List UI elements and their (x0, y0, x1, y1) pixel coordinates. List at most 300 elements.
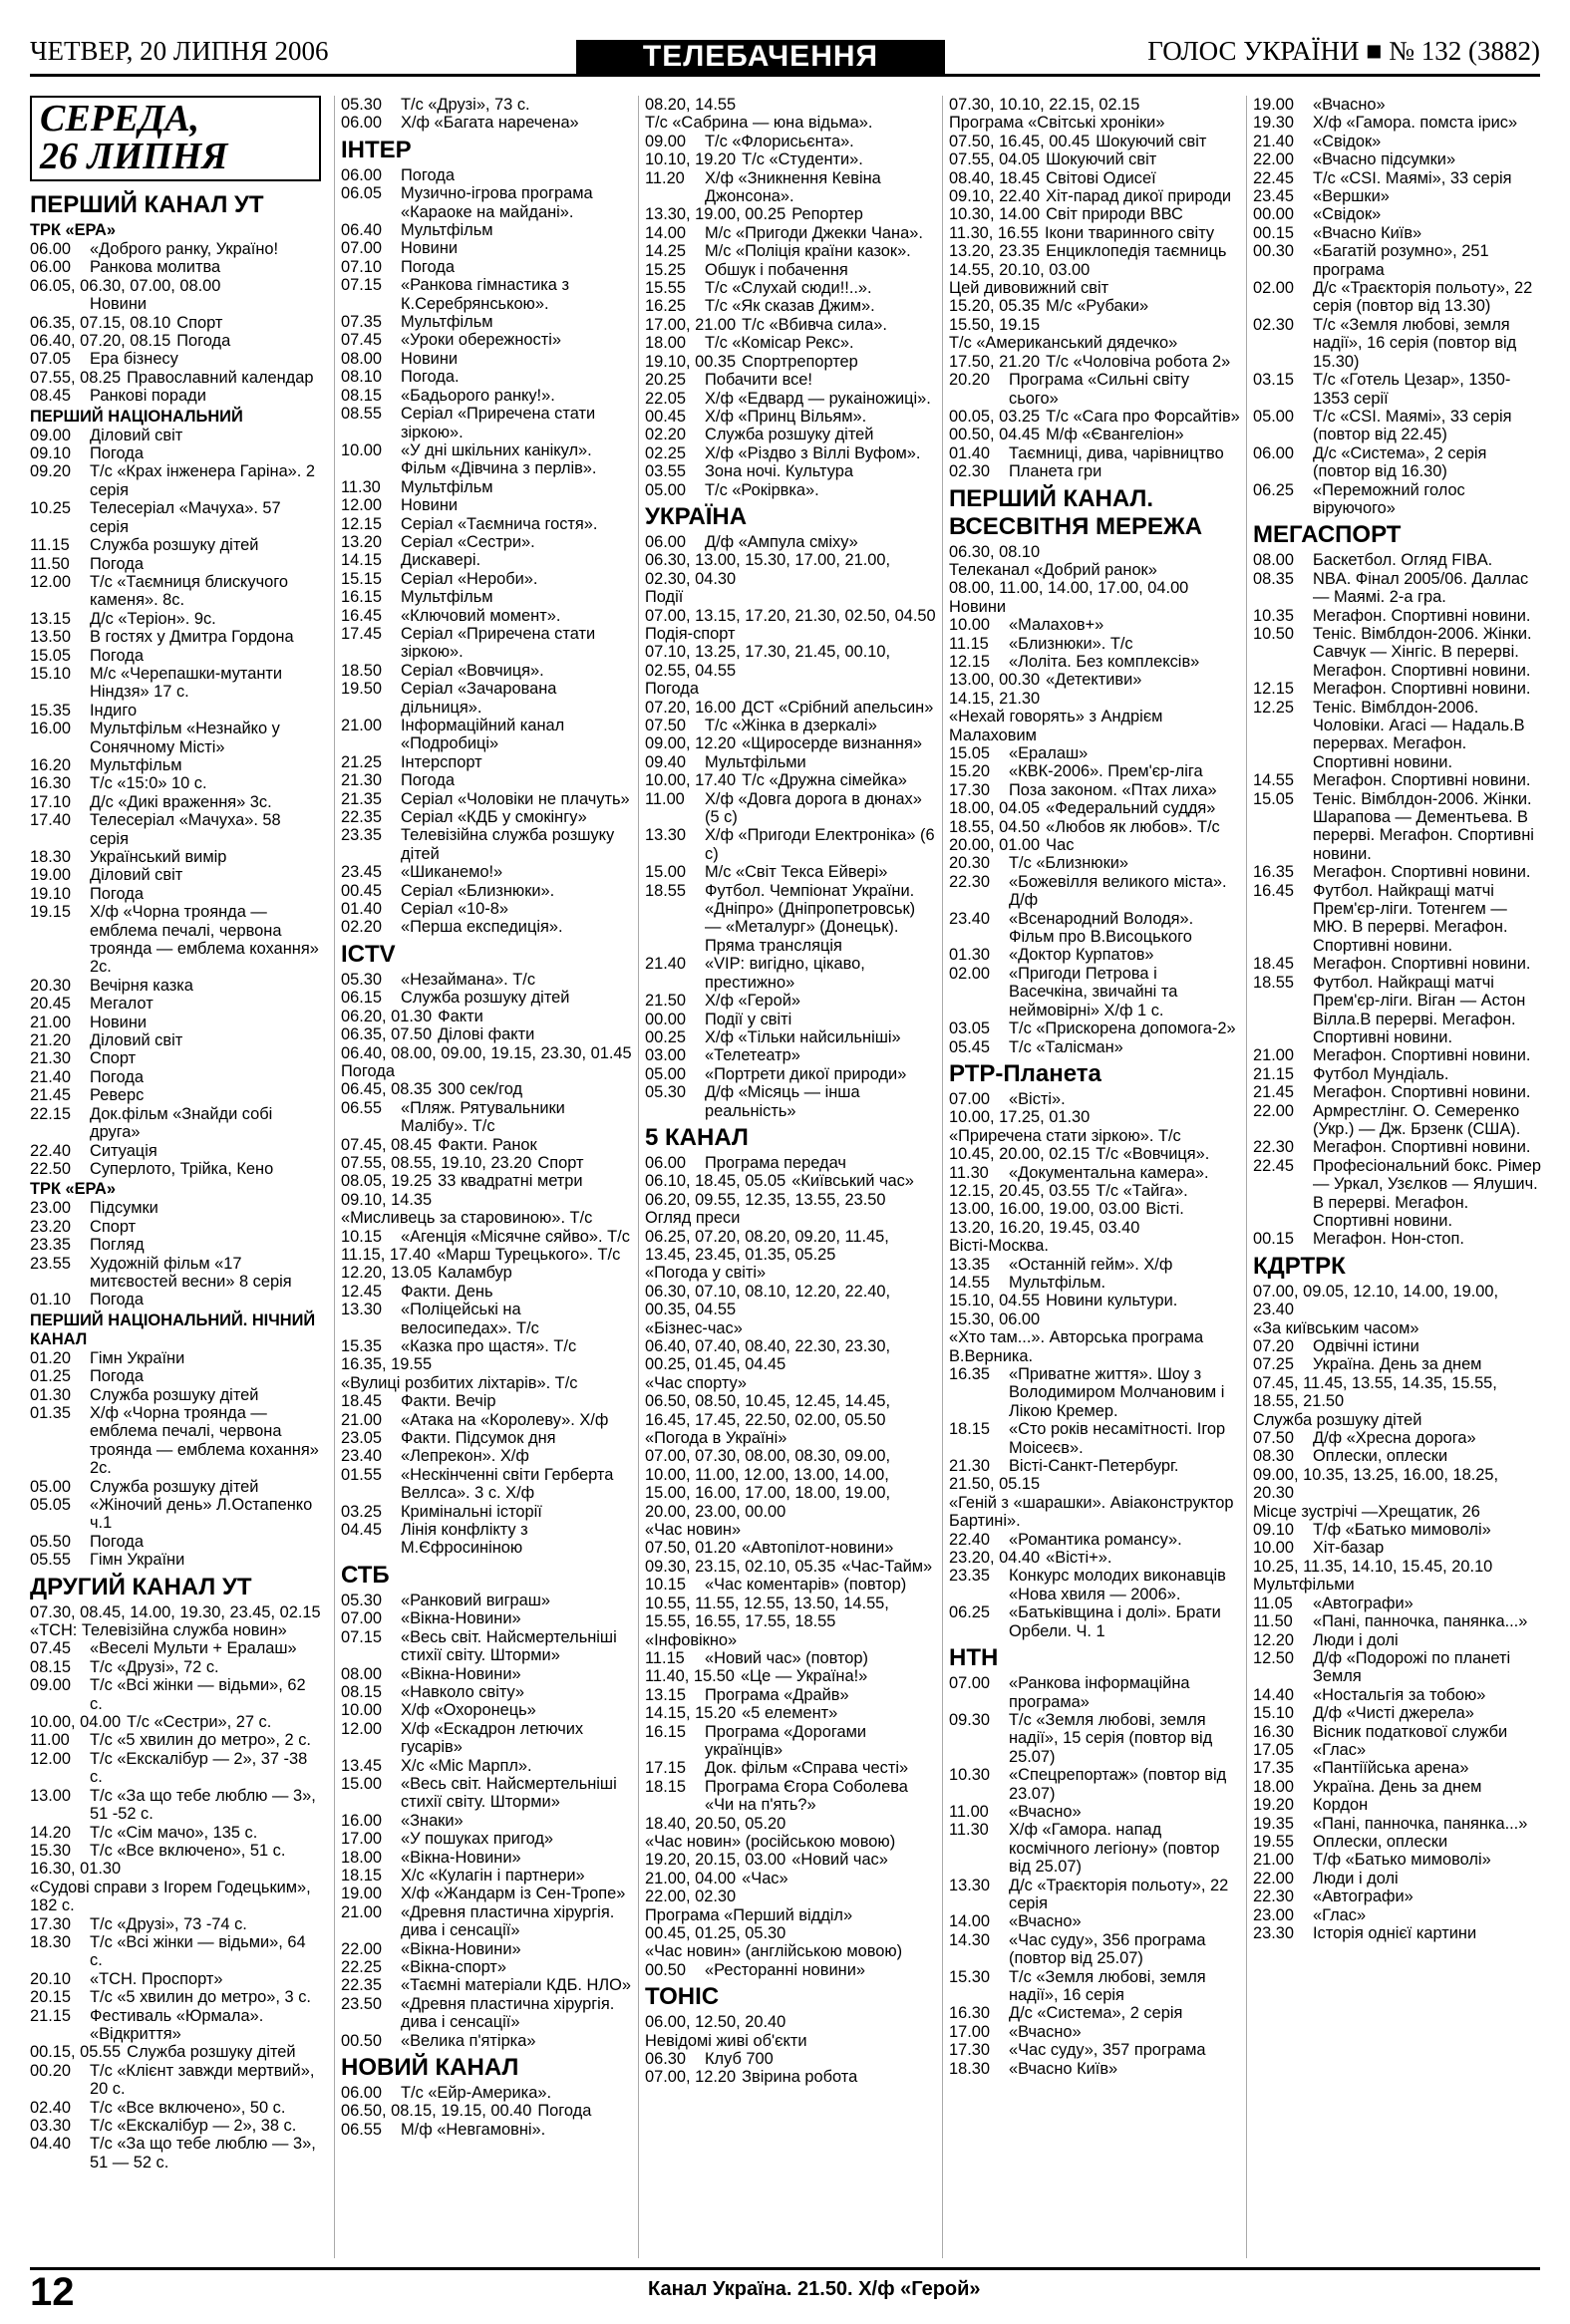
listing-time: 11.40, 15.50 (645, 1667, 735, 1686)
listing-entry (341, 1355, 632, 1392)
listing-program: «Приватне життя». Шоу з Володимиром Молчановим і Лікою Кремер. (1009, 1365, 1225, 1420)
listing-entry (341, 826, 632, 863)
listing-program: «Нескінченні світи Герберта Веллса». 3 с. Х/ф (401, 1465, 614, 1503)
listing-entry (30, 555, 321, 573)
listing-entry (30, 848, 321, 866)
listing-entry (30, 240, 321, 258)
listing-program: Одвічні істини (1313, 1337, 1419, 1355)
listing-time: 06.20, 09.55, 12.35, 13.55, 23.50 (645, 1190, 886, 1209)
masthead (30, 30, 1540, 77)
channel-heading: ICTV (341, 940, 396, 968)
listing-time: 09.00, 10.35, 13.25, 16.00, 18.25, 20.30 (1253, 1465, 1499, 1503)
listing-entry (949, 1531, 1240, 1549)
listing-time: 13.30, 19.00, 00.25 (645, 205, 786, 224)
listing-time: 21.20 (30, 1031, 72, 1050)
listing-program: Мегафон. Нон-стоп. (1313, 1230, 1464, 1249)
listing-entry (645, 353, 936, 371)
listing-entry (1253, 607, 1541, 625)
day-heading-line-2: 26 ЛИПНЯ (40, 136, 228, 177)
listing-time: 07.50 (1253, 1429, 1295, 1448)
listing-program: Програма «Дорогами українців» (705, 1722, 867, 1759)
listing-time: 10.15 (341, 1227, 383, 1246)
listing-entry (341, 882, 632, 900)
listing-entry (1253, 1851, 1541, 1869)
listing-entry (645, 863, 936, 881)
listing-time: 22.00, 02.30 (645, 1888, 737, 1906)
listing-time: 07.45, 11.45, 13.55, 14.35, 15.55, 18.55, 21.50 (1253, 1373, 1497, 1411)
listing-time: 12.25 (1253, 698, 1295, 717)
listing-entry (30, 1713, 321, 1731)
listing-time: 22.15 (30, 1104, 72, 1123)
listing-entry (645, 169, 936, 206)
listing-program: «Весь світ. Найсмертельніші стихії світу. Шторми» (401, 1774, 617, 1812)
listing-time: 06.25 (1253, 480, 1295, 499)
listing-time: 02.25 (645, 443, 687, 462)
listing-program: «У дні шкільних канікул». Фільм «Дівчина з перлів». (401, 440, 597, 478)
listing-entry (645, 1667, 936, 1685)
listing-program: Шокуючий світ (1046, 150, 1157, 169)
listing-time: 21.40 (1253, 132, 1295, 150)
listing-entry (1253, 1924, 1541, 1942)
listing-entry (1253, 1283, 1541, 1337)
listing-entry (949, 1766, 1240, 1803)
listing-program: Мультфільм (401, 313, 493, 332)
listing-time: 16.15 (341, 588, 383, 607)
listing-entry (30, 977, 321, 995)
listing-time: 07.20, 16.00 (645, 698, 737, 717)
listing-time: 07.30, 08.45, 14.00, 19.30, 23.45, 02.15 (30, 1602, 321, 1621)
listing-program: Новини (949, 597, 1007, 616)
listing-time: 10.35 (1253, 606, 1295, 625)
listing-entry (30, 1236, 321, 1254)
listing-time: 14.00 (645, 223, 687, 242)
listing-entry (341, 1830, 632, 1848)
listing-program: Погода (90, 1532, 144, 1551)
listing-time: 07.00, 12.20 (645, 2068, 737, 2087)
listing-program: «Останній гейм». Х/ф (1009, 1255, 1173, 1274)
listing-time: 21.00 (1253, 1046, 1295, 1065)
listing-entry (341, 1976, 632, 1994)
listing-entry (1253, 187, 1541, 205)
listing-entry (1253, 316, 1541, 371)
listing-time: 05.50 (30, 1532, 72, 1551)
listing-program: Т/с «Земля любові, земля надії», 16 серія (1009, 1967, 1206, 2004)
listing-program: «Ресторанні новини» (705, 1960, 865, 1979)
listing-program: Побачити все! (705, 371, 812, 390)
listing-time: 06.10, 18.45, 05.05 (645, 1172, 786, 1191)
listing-entry (949, 444, 1240, 462)
listing-time: 23.00 (30, 1199, 72, 1218)
listing-time: 09.40 (645, 752, 687, 771)
listing-entry (645, 242, 936, 260)
listing-program: Т/с «Крах інженера Гаріна». 2 серія (90, 462, 316, 499)
listing-entry (30, 1676, 321, 1713)
listing-program: Х/ф «Ескадрон летючих гусарів» (401, 1719, 584, 1757)
listing-program: Т/с «Талісман» (1009, 1037, 1123, 1056)
listing-program (226, 277, 321, 295)
listing-program: М/с «Поліція країни казок». (705, 242, 911, 261)
listing-entry (30, 702, 321, 720)
listing-program: Факти. Вечір (401, 1392, 496, 1411)
channel-heading: ІНТЕР (341, 136, 412, 163)
listing-time: 14.15 (341, 551, 383, 570)
listing-time: 08.15 (30, 1657, 72, 1676)
listing-entry (30, 314, 321, 332)
listing-entry (949, 462, 1240, 480)
listing-program: «Час спорту» (645, 1373, 748, 1392)
listing-program: Мультфільм (401, 588, 493, 607)
listing-entry (645, 390, 936, 408)
listing-entry (949, 1877, 1240, 1913)
listing-entry (341, 753, 632, 771)
listing-program: Події (645, 588, 684, 607)
listing-program: Гімн України (90, 1551, 185, 1570)
listing-entry (1253, 570, 1541, 607)
listing-program: «Ранкова інформаційна програма» (1009, 1674, 1190, 1711)
listing-entry (341, 551, 632, 569)
listing-time: 02.00 (949, 964, 991, 983)
listing-program: Вісті-Санкт-Петербург. (1009, 1457, 1179, 1476)
channel-heading: СТБ (341, 1561, 390, 1589)
listing-entry (30, 1824, 321, 1842)
listing-program: Х/ф «Едвард — рукаіножиці». (705, 389, 931, 408)
listing-time: 09.10, 22.40 (949, 187, 1041, 206)
day-heading (30, 96, 321, 181)
listing-entry (949, 965, 1240, 1019)
listing-time: 21.40 (30, 1067, 72, 1086)
listing-time: 06.00 (341, 114, 383, 133)
footer-note: Канал Україна. 21.50. Х/ф «Герой» (648, 2278, 981, 2300)
listing-program: Т/с «Клієнт завжди мертвий», 20 с. (90, 2061, 315, 2099)
listing-entry (949, 1931, 1240, 1968)
listing-entry (645, 1028, 936, 1046)
listing-time: 11.00 (645, 789, 685, 808)
listing-program: Факти (438, 1007, 483, 1025)
listing-time: 17.15 (645, 1759, 687, 1778)
listing-time: 15.05 (949, 744, 991, 762)
listing-entry (341, 1628, 632, 1665)
listing-time: 00.45 (341, 881, 383, 900)
listing-program: «Погода у світі» (645, 1264, 767, 1283)
listing-entry (949, 205, 1240, 223)
listing-time: 12.15 (1253, 680, 1295, 699)
listing-program: «Вікна-спорт» (401, 1958, 507, 1976)
listing-program: «Час новин» (російською мовою) (645, 1832, 896, 1851)
listing-entry (30, 1787, 321, 1824)
listing-entry (1253, 1083, 1541, 1101)
listing-program: Футбол. Чемпіонат України. «Дніпро» (Дніпропетровськ) — «Металург» (Донецьк). Пряма трансляція (705, 881, 916, 955)
listing-program: Т/с «Друзі», 73 -74 с. (90, 1914, 247, 1933)
listing-time: 18.15 (645, 1777, 687, 1796)
listing-time: 16.35 (949, 1365, 991, 1383)
listing-program: Погода (90, 554, 144, 573)
listing-time: 11.15 (645, 1648, 685, 1667)
listing-time: 08.35 (1253, 569, 1295, 588)
listing-time: 18.30 (949, 2059, 991, 2078)
listing-program: Факти. Підсумок дня (401, 1429, 556, 1448)
listing-entry (949, 426, 1240, 443)
listing-program: «Казка про щастя». Т/с (401, 1337, 577, 1355)
listing-program: Х/ф «Охоронець» (401, 1701, 536, 1720)
listing-entry (949, 96, 1240, 133)
listing-program: Конкурс молодих виконавців «Нова хвиля — 2006». (1009, 1567, 1226, 1603)
listing-entry (30, 1367, 321, 1385)
listing-program: Факти. День (401, 1282, 493, 1301)
listing-entry (30, 350, 321, 368)
listing-program: «Новий час» (791, 1851, 888, 1870)
listing-time: 11.50 (30, 554, 70, 573)
listing-entry (645, 224, 936, 242)
listing-time: 12.20 (1253, 1630, 1295, 1649)
listing-program: «Час-Тайм» (841, 1557, 933, 1576)
listing-time: 23.20, 04.40 (949, 1549, 1041, 1568)
listing-entry (30, 1142, 321, 1160)
listing-time: 22.25 (341, 1958, 383, 1976)
listing-entry (645, 992, 936, 1010)
listing-time: 06.05, 06.30, 07.00, 08.00 (30, 276, 221, 295)
listing-time: 20.00, 01.00 (949, 836, 1041, 855)
listing-entry (949, 946, 1240, 964)
listing-time: 07.55, 04.05 (949, 150, 1041, 169)
listing-time: 06.20, 01.30 (341, 1007, 433, 1025)
listing-time: 22.00 (341, 1939, 383, 1958)
listing-time: 07.25 (1253, 1355, 1295, 1374)
listing-program: «Лоліта. Без комплексів» (1009, 652, 1200, 671)
listing-time: 10.10, 19.20 (645, 150, 737, 169)
listing-program: Програма «Перший відділ» (645, 1905, 853, 1924)
listing-time: 18.45 (1253, 955, 1295, 974)
listing-program: «Шиканемо!» (401, 863, 503, 882)
listing-time: 07.50, 16.45, 00.45 (949, 132, 1091, 150)
listing-time: 10.00, 17.25, 01.30 (949, 1108, 1091, 1127)
listing-entry (949, 1310, 1240, 1365)
listing-program: «Божевілля великого міста». Д/ф (1009, 872, 1227, 910)
listing-program: Інформаційний канал «Подробиці» (401, 717, 565, 753)
listing-time: 19.00 (30, 866, 72, 885)
listing-program: «Переможний голос віруючого» (1313, 480, 1465, 517)
listing-program: Вісник податкової служби (1313, 1722, 1508, 1741)
listing-program: Новини (401, 239, 459, 258)
listing-entry (1253, 863, 1541, 881)
listing-time: 09.30, 23.15, 02.10, 05.35 (645, 1557, 836, 1576)
listing-program: Спортрепортер (742, 352, 858, 371)
listing-time: 10.00 (341, 1701, 383, 1720)
listing-time: 06.25 (949, 1603, 991, 1622)
listing-entry (30, 573, 321, 610)
listing-time: 16.45 (341, 606, 383, 625)
listing-time: 15.20 (949, 762, 991, 781)
listing-entry (949, 579, 1240, 616)
listing-time: 14.55 (949, 1273, 991, 1292)
listing-program: Служба розшуку дітей (1253, 1410, 1422, 1429)
listing-program: Спорт (176, 313, 223, 332)
listing-time: 10.30, 14.00 (949, 205, 1041, 224)
listing-entry (949, 1475, 1240, 1530)
listing-entry (1253, 1888, 1541, 1905)
listing-time: 01.40 (341, 900, 383, 919)
listing-time: 19.55 (1253, 1832, 1295, 1851)
listing-entry (341, 1429, 632, 1447)
listing-time: 17.30 (949, 2041, 991, 2060)
listing-program: Програма «Сильні світу сього» (1009, 371, 1190, 408)
listing-time: 18.30 (30, 1932, 72, 1951)
listing-entry (30, 1031, 321, 1049)
listing-time: 15.30 (30, 1841, 72, 1860)
listing-entry (30, 793, 321, 811)
listing-entry (341, 1008, 632, 1025)
listing-program: «Ералаш» (1009, 744, 1089, 762)
listing-time: 23.50 (341, 1994, 383, 2013)
listing-program: Теніс. Вімблдон-2006. Чоловіки. Агасі — Надаль.В перервах. Мегафон. Спортивні новини. (1313, 698, 1525, 771)
listing-time: 15.55 (645, 279, 687, 298)
listing-program: Т/с «Флорисьєнта». (705, 132, 854, 150)
listing-program: «Геній з «шарашки». Авіаконструктор Бартині». (949, 1493, 1234, 1531)
listing-time: 00.50 (341, 2031, 383, 2050)
listing-program: «Перша експедиція». (401, 918, 563, 937)
listing-program: Спорт (90, 1217, 137, 1236)
listing-program: Т/с «Сага про Форсайтів» (1046, 407, 1240, 426)
listing-time: 07.30, 10.10, 22.15, 02.15 (949, 96, 1140, 114)
listing-time: 07.35 (341, 313, 383, 332)
listing-program: Православний календар (127, 368, 314, 387)
listing-program: «Батьківщина і долі». Брати Орбели. Ч. 1 (1009, 1603, 1221, 1640)
listing-entry (30, 1086, 321, 1104)
listing-entry (645, 1778, 936, 1815)
listing-time: 14.30 (949, 1930, 991, 1949)
listing-time: 00.05, 03.25 (949, 407, 1041, 426)
listing-time: 17.35 (1253, 1759, 1295, 1778)
listing-time: 18.50 (341, 661, 383, 680)
listing-time: 11.30 (341, 477, 381, 496)
listing-time: 11.30, 16.55 (949, 223, 1039, 242)
listing-time: 08.40, 18.45 (949, 168, 1041, 187)
listing-time: 11.05 (1253, 1594, 1293, 1612)
listing-time: 02.30 (1253, 315, 1295, 334)
listing-time: 21.50, 05.15 (949, 1475, 1041, 1494)
listing-time: 18.45 (341, 1392, 383, 1411)
listing-entry (1253, 955, 1541, 973)
listing-program: «Телетеатр» (705, 1046, 800, 1065)
listing-entry (30, 903, 321, 977)
listing-entry (30, 628, 321, 646)
listing-time: 00.00 (1253, 205, 1295, 224)
listing-program: Х/с «Міс Марпл». (401, 1756, 532, 1775)
listing-entry (1253, 882, 1541, 956)
listing-program: Серіал «КДБ у смокінгу» (401, 808, 587, 827)
listing-program: Подія-спорт (645, 624, 736, 643)
listing-entry (30, 332, 321, 350)
listing-time: 06.50, 08.50, 10.45, 12.45, 14.45, 16.45, 17.45, 22.50, 02.00, 05.50 (645, 1392, 891, 1429)
listing-entry (341, 1080, 632, 1098)
listing-time: 15.05 (30, 646, 72, 665)
listing-entry (949, 1968, 1240, 2005)
listing-program: Музично-ігрова програма «Караоке на майдані». (401, 184, 593, 221)
listing-entry (341, 2121, 632, 2139)
listing-time: 13.45 (341, 1756, 383, 1775)
listing-program: Мегафон. Спортивні новини. (1313, 771, 1531, 790)
listing-entry (645, 1172, 936, 1190)
listing-entry (1253, 1595, 1541, 1612)
listing-program: Спорт (90, 1049, 137, 1068)
listing-time: 13.20, 16.20, 19.45, 03.40 (949, 1218, 1140, 1237)
listing-entry (645, 334, 936, 352)
listing-entry (645, 717, 936, 734)
listing-program: Т/ф «Батько мимоволі» (1313, 1521, 1491, 1540)
listing-program: «Багатій розумно», 251 програма (1313, 242, 1489, 279)
listing-entry (341, 1191, 632, 1228)
listing-program: «Древня пластична хірургія. дива і сенсації» (401, 1994, 615, 2032)
listing-time: 05.00 (1253, 407, 1295, 426)
listing-time: 07.55, 08.55, 19.10, 23.20 (341, 1153, 532, 1172)
listing-entry (645, 1759, 936, 1777)
listing-time: 00.15, 05.55 (30, 2043, 122, 2062)
listing-time: 01.30 (30, 1385, 72, 1404)
listing-program: «Уроки обережності» (401, 331, 561, 350)
listing-entry (645, 1924, 936, 1961)
listing-entry (949, 818, 1240, 836)
listing-program: «Інфовікно» (645, 1630, 738, 1649)
listing-time: 21.35 (341, 789, 383, 808)
listing-time: 06.00 (341, 165, 383, 184)
listing-entry (30, 1842, 321, 1860)
listing-entry (949, 1145, 1240, 1163)
listing-time: 07.10 (341, 257, 383, 276)
listing-entry (341, 1466, 632, 1503)
listing-program: Погода (401, 165, 455, 184)
listing-program: Т/с «Все включено», 51 с. (90, 1841, 286, 1860)
listing-time: 19.00 (341, 1885, 383, 1903)
listing-time: 16.30 (30, 774, 72, 793)
listing-program: Таємниці, дива, чарівництво (1009, 443, 1224, 462)
listing-program: 300 сек/год (438, 1080, 523, 1099)
listing-time: 18.00 (1253, 1777, 1295, 1796)
listing-program: Док.фільм «Знайди собі друга» (90, 1104, 273, 1142)
listing-time: 23.35 (341, 826, 383, 845)
listing-entry (30, 1750, 321, 1787)
listing-program: «Ключовий момент». (401, 606, 561, 625)
listing-time: 21.30 (949, 1457, 991, 1476)
listing-program: Новини культури. (1046, 1292, 1178, 1310)
listing-program: Теніс. Вімблдон-2006. Жінки. Савчук — Хінгіс. В перерві. Мегафон. Спортивні новини. (1313, 624, 1532, 680)
listing-entry (949, 187, 1240, 205)
listing-time: 06.30, 13.00, 15.30, 17.00, 21.00, 02.30, 04.30 (645, 551, 891, 588)
listing-program: Д/ф «Місяць — інша реальність» (705, 1083, 860, 1120)
listing-time: 18.55 (645, 881, 687, 900)
listing-time: 17.40 (30, 811, 72, 830)
listing-time: 00.20 (30, 2061, 72, 2080)
listing-time: 07.00, 09.05, 12.10, 14.00, 19.00, 23.40 (1253, 1282, 1499, 1319)
listing-entry (30, 1349, 321, 1367)
listing-program: Т/с «Вовчиця». (1096, 1145, 1210, 1164)
listing-program: М/с «Рубаки» (1046, 297, 1149, 316)
listing-program: Д/с «Теріон». 9с. (90, 609, 216, 628)
listing-time: 20.20 (949, 371, 991, 390)
listing-entry (30, 499, 321, 536)
listing-program: Новини (401, 349, 459, 368)
listing-entry (341, 1392, 632, 1410)
listing-program: Док. фільм «Справа честі» (705, 1759, 909, 1778)
listing-program: «Хто там...». Авторська програма В.Верника. (949, 1328, 1204, 1365)
listing-entry (1253, 1741, 1541, 1759)
listing-program: Х/ф «Гамора. помста ірис» (1313, 114, 1518, 133)
listing-time: 01.10 (30, 1291, 72, 1309)
listing-entry (30, 1915, 321, 1933)
listing-entry (949, 690, 1240, 744)
listing-entry (949, 242, 1240, 260)
listing-program: NBA. Фінал 2005/06. Даллас — Маямі. 2-а гра. (1313, 569, 1529, 607)
listing-time: 16.30 (949, 2004, 991, 2023)
listing-time: 19.10, 00.35 (645, 352, 737, 371)
